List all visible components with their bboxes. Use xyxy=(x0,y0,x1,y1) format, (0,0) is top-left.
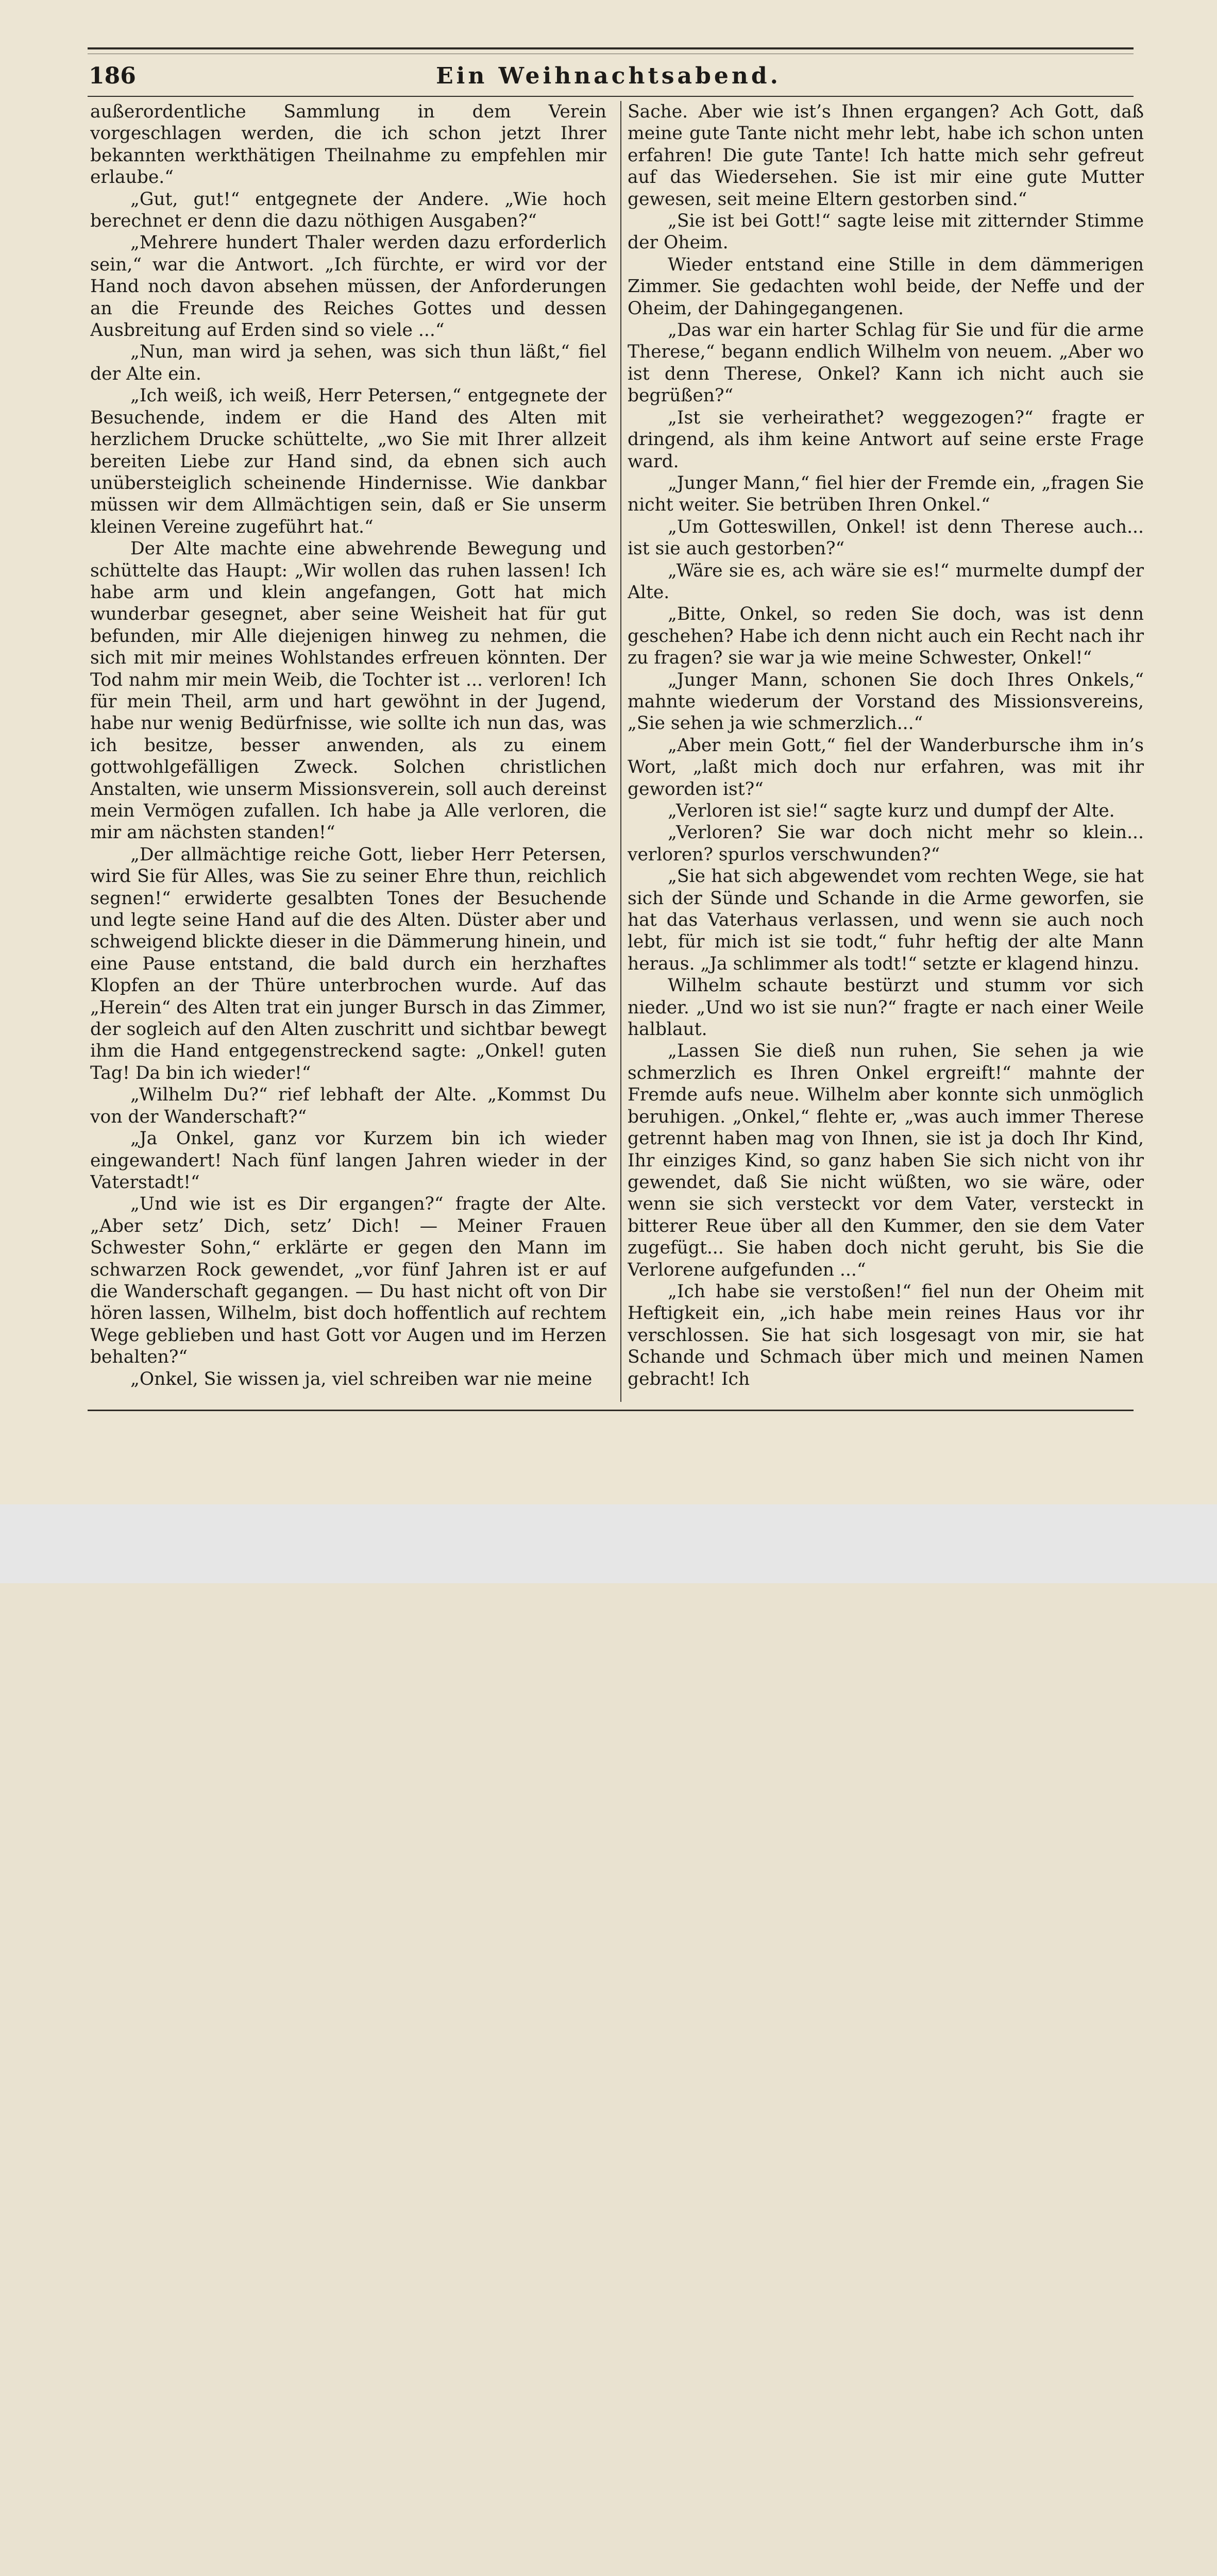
paragraph: „Aber mein Gott,“ fiel der Wanderbursche ihm in’s Wort, „laßt mich doch nur erfahren, was mit ihr geworden ist?“ xyxy=(628,735,1144,800)
paragraph: „Bitte, Onkel, so reden Sie doch, was ist denn geschehen? Habe ich denn nicht auch ein Recht nach ihr zu fragen? sie war ja wie meine Schwester, Onkel!“ xyxy=(628,604,1144,669)
paragraph: „Ich weiß, ich weiß, Herr Petersen,“ entgegnete der Besuchende, indem er die Hand des Alten mit herzlichem Drucke schüttelte, „wo Sie mit Ihrer allzeit bereiten Liebe zur Hand sind, da ebnen sich auch unübersteiglich scheinende Hindernisse. Wie dankbar müssen wir dem Allmächtigen sein, daß er Sie unserm kleinen Vereine zugeführt hat.“ xyxy=(90,385,606,537)
paragraph: „Verloren ist sie!“ sagte kurz und dumpf der Alte. xyxy=(668,801,1115,821)
top-rule xyxy=(88,47,1134,49)
paragraph: „Nun, man wird ja sehen, was sich thun läßt,“ fiel der Alte ein. xyxy=(90,342,606,384)
paragraph: „Wäre sie es, ach wäre sie es!“ murmelte dumpf der Alte. xyxy=(628,560,1144,603)
paragraph: „Wilhelm Du?“ rief lebhaft der Alte. „Kommst Du von der Wanderschaft?“ xyxy=(90,1084,606,1127)
running-title: Ein Weihnachtsabend. xyxy=(436,63,781,89)
paragraph: „Ja Onkel, ganz vor Kurzem bin ich wieder eingewandert! Nach fünf langen Jahren wieder in der Vaterstadt!“ xyxy=(90,1128,606,1193)
right-text-column xyxy=(628,101,1144,1406)
paragraph: „Um Gotteswillen, Onkel! ist denn Therese auch... ist sie auch gestorben?“ xyxy=(628,516,1144,560)
paragraph: Sache. Aber wie ist’s Ihnen ergangen? Ach Gott, daß meine gute Tante nicht mehr lebt, habe ich schon unten erfahren! Die gute Tante! Ich hatte mich sehr gefreut auf das Wiedersehen. Sie ist mir eine gute Mutter gewesen, seit meine Eltern gestorben sind.“ xyxy=(628,101,1144,210)
paragraph: Der Alte machte eine abwehrende Bewegung und schüttelte das Haupt: „Wir wollen das ruhen lassen! Ich habe arm und klein angefangen, Gott hat mich wunderbar gesegnet, aber seine Weisheit hat für gut befunden, mir Alle diejenigen hinweg zu nehmen, die sich mit mir meines Wohlstandes erfreuen könnten. Der Tod nahm mir mein Weib, die Tochter ist ... verloren! Ich für mein Theil, arm und hart gewöhnt in der Jugend, habe nur wenig Bedürfnisse, wie sollte ich nun das, was ich besitze, besser anwenden, als zu einem gottwohlgefälligen Zweck. Solchen christlichen Anstalten, wie unserm Missionsverein, soll auch dereinst mein Vermögen zufallen. Ich habe ja Alle verloren, die mir am nächsten standen!“ xyxy=(90,538,606,843)
paragraph: „Sie hat sich abgewendet vom rechten Wege, sie hat sich der Sünde und Schande in die Arme geworfen, sie hat das Vaterhaus verlassen, und wenn sie auch noch lebt, für mich ist sie todt,“ fuhr heftig der alte Mann heraus. „Ja schlimmer als todt!“ setzte er klagend hinzu. xyxy=(628,866,1144,974)
column-divider xyxy=(620,101,621,1402)
paragraph: „Mehrere hundert Thaler werden dazu erforderlich sein,“ war die Antwort. „Ich fürchte, er wird vor der Hand noch davon absehen müssen, der Anforderungen an die Freunde des Reiches Gottes und dessen Ausbreitung auf Erden sind so viele ...“ xyxy=(90,232,606,341)
paragraph: außerordentliche Sammlung in dem Verein vorgeschlagen werden, die ich schon jetzt Ihrer bekannten werkthätigen Theilnahme zu empfehlen mir erlaube.“ xyxy=(90,101,606,188)
bottom-rule xyxy=(88,1410,1134,1411)
paragraph: Wieder entstand eine Stille in dem dämmerigen Zimmer. Sie gedachten wohl beide, der Neffe und der Oheim, der Dahingegangenen. xyxy=(628,254,1144,319)
paragraph: „Sie ist bei Gott!“ sagte leise mit zitternder Stimme der Oheim. xyxy=(628,211,1144,253)
paragraph: „Gut, gut!“ entgegnete der Andere. „Wie hoch berechnet er denn die dazu nöthigen Ausgaben?“ xyxy=(90,189,606,232)
left-text-column xyxy=(90,101,606,1406)
footer-bar xyxy=(0,1504,1217,1583)
paragraph: „Und wie ist es Dir ergangen?“ fragte der Alte. „Aber setz’ Dich, setz’ Dich! — Meiner Frauen Schwester Sohn,“ erklärte er gegen den Mann im schwarzen Rock gewendet, „vor fünf Jahren ist er auf die Wanderschaft gegangen. — Du hast nicht oft von Dir hören lassen, Wilhelm, bist doch hoffentlich auf rechtem Wege geblieben und hast Gott vor Augen und im Herzen behalten?“ xyxy=(90,1194,606,1368)
paragraph: „Lassen Sie dieß nun ruhen, Sie sehen ja wie schmerzlich es Ihren Onkel ergreift!“ mahnte der Fremde aufs neue. Wilhelm aber konnte sich unmöglich beruhigen. „Onkel,“ flehte er, „was auch immer Therese getrennt haben mag von Ihnen, sie ist ja doch Ihr Kind, Ihr einziges Kind, so ganz haben Sie sich nicht von ihr gewendet, daß Sie nicht wüßten, wo sie wäre, oder wenn sie sich versteckt vor dem Vater, versteckt in bitterer Reue über all den Kummer, den sie dem Vater zugefügt... Sie haben doch nicht geruht, bis Sie die Verlorene aufgefunden ...“ xyxy=(628,1041,1144,1280)
paragraph: „Onkel, Sie wissen ja, viel schreiben war nie meine xyxy=(130,1368,593,1389)
paragraph: „Ist sie verheirathet? weggezogen?“ fragte er dringend, als ihm keine Antwort auf seine erste Frage ward. xyxy=(628,407,1144,472)
paragraph: „Das war ein harter Schlag für Sie und für die arme Therese,“ begann endlich Wilhelm von neuem. „Aber wo ist denn Therese, Onkel? Kann ich nicht auch sie begrüßen?“ xyxy=(628,320,1144,406)
paragraph: „Der allmächtige reiche Gott, lieber Herr Petersen, wird Sie für Alles, was Sie zu seiner Ehre thun, reichlich segnen!“ erwiderte gesalbten Tones der Besuchende und legte seine Hand auf die des Alten. Düster aber und schweigend blickte dieser in die Dämmerung hinein, und eine Pause entstand, die bald durch ein herzhaftes Klopfen an der Thüre unterbrochen wurde. Auf das „Herein“ des Alten trat ein junger Bursch in das Zimmer, der sogleich auf den Alten zuschritt und sichtbar bewegt ihm die Hand entgegenstreckend sagte: „Onkel! guten Tag! Da bin ich wieder!“ xyxy=(90,844,606,1083)
header-rule xyxy=(88,96,1134,97)
paragraph: „Ich habe sie verstoßen!“ fiel nun der Oheim mit Heftigkeit ein, „ich habe mein reines Haus vor ihr verschlossen. Sie hat sich losgesagt von mir, sie hat Schande und Schmach über mich und meinen Namen gebracht! Ich xyxy=(628,1281,1144,1389)
paragraph: „Junger Mann,“ fiel hier der Fremde ein, „fragen Sie nicht weiter. Sie betrüben Ihren Onkel.“ xyxy=(628,472,1144,516)
page-number: 186 xyxy=(89,63,136,89)
paragraph: „Verloren? Sie war doch nicht mehr so klein... verloren? spurlos verschwunden?“ xyxy=(628,822,1144,865)
paragraph: „Junger Mann, schonen Sie doch Ihres Onkels,“ mahnte wiederum der Vorstand des Missionsvereins, „Sie sehen ja wie schmerzlich...“ xyxy=(628,669,1144,734)
paragraph: Wilhelm schaute bestürzt und stumm vor sich nieder. „Und wo ist sie nun?“ fragte er nach einer Weile halblaut. xyxy=(628,975,1144,1040)
